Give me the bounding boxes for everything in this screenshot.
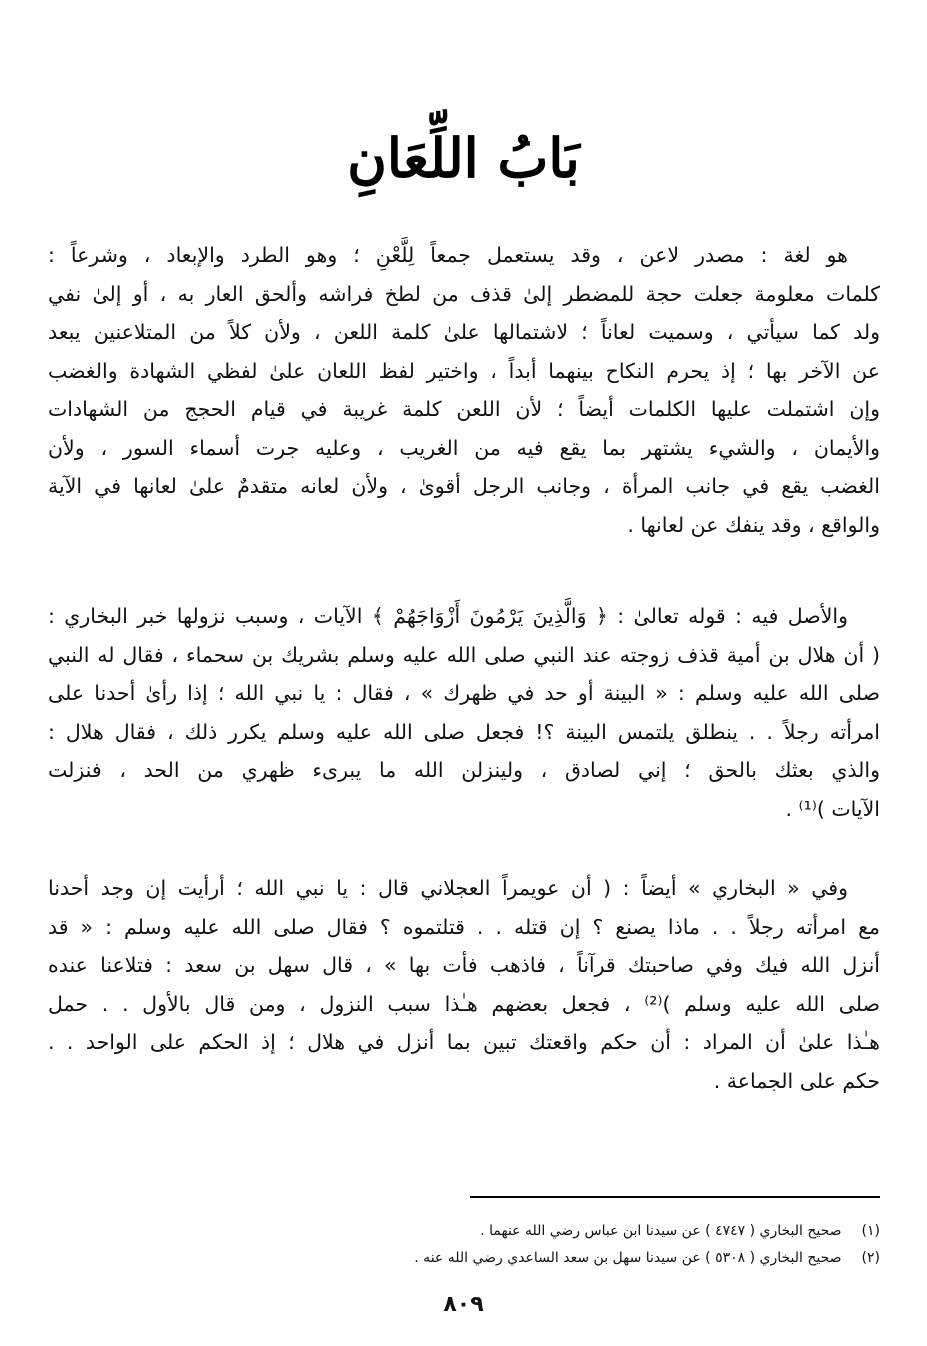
paragraph-origin <box>48 597 880 828</box>
footnote-number: (٢) <box>861 1250 880 1266</box>
text-line: والذي بعثك بالحق ؛ إني لصادق ، ولينزلن الله ما يبرىء ظهري من الحد ، فنزلت <box>48 758 880 782</box>
text-line: هـٰذا علىٰ أن المراد : أن حكم واقعتك تبين بما أنزل في هلال ؛ إذ الحكم على الواحد . . <box>48 1030 880 1054</box>
text-line: والأصل فيه : قوله تعالىٰ : ﴿ وَالَّذِينَ يَرْمُونَ أَزْوَاجَهُمْ ﴾ الآيات ، وسبب نزولها خبر البخاري : <box>48 604 848 628</box>
paragraph-bukhari <box>48 869 880 1100</box>
text-line: امرأته رجلاً . . ينطلق يلتمس البينة ؟! فجعل صلى الله عليه وسلم يكرر ذلك ، فقال هلال : <box>48 719 880 744</box>
text-line: صلى الله عليه وسلم )⁽²⁾ ، فجعل بعضهم هـٰذا سبب النزول ، ومن قال بالأول . . حمل <box>48 991 880 1016</box>
footnotes <box>300 1218 880 1272</box>
text-line: وفي « البخاري » أيضاً : ( أن عويمراً العجلاني قال : يا نبي الله ؛ أرأيت إن وجد أحدنا <box>48 876 848 900</box>
text-line: عن الآخر بها ؛ إذ يحرم النكاح بينهما أبداً ، واختير لفظ اللعان علىٰ لفظي الشهادة والغضب <box>48 358 880 383</box>
paragraph-definition <box>48 236 880 544</box>
page-number: ٨٠٩ <box>443 1292 484 1317</box>
footnote-item <box>300 1245 880 1272</box>
text-line: والأيمان ، والشيء يشتهر بما يقع فيه من الغريب ، وعليه جرت أسماء السور ، ولأن <box>48 435 880 460</box>
text-line: كلمات معلومة جعلت حجة للمضطر إلىٰ قذف من لطخ فراشه وألحق العار به ، أو إلىٰ نفي <box>48 281 880 306</box>
text-line: هو لغة : مصدر لاعن ، وقد يستعمل جمعاً لِلَّعْنِ ؛ وهو الطرد والإبعاد ، وشرعاً : <box>48 243 848 267</box>
text-line: مع امرأته رجلاً . . ماذا يصنع ؟ إن قتله . . قتلتموه ؟ فقال صلى الله عليه وسلم : « قد <box>48 914 880 939</box>
text-line: وإن اشتملت عليها الكلمات أيضاً ؛ لأن اللعن كلمة غريبة في قيام الحجج من الشهادات <box>48 397 880 421</box>
text-line: حكم على الجماعة . <box>713 1068 880 1093</box>
text-line: ( أن هلال بن أمية قذف زوجته عند النبي صلى الله عليه وسلم بشريك بن سحماء ، فقال له النبي <box>48 642 880 667</box>
text-line: أنزل الله فيك وفي صاحبتك قرآناً ، فاذهب فأت بها » ، قال سهل بن سعد : فتلاعنا عنده <box>48 953 880 977</box>
text-line: والواقع ، وقد ينفك عن لعانها . <box>627 512 880 537</box>
text-line: الغضب يقع في جانب المرأة ، وجانب الرجل أقوىٰ ، ولأن لعانه متقدمٌ علىٰ لعانها في الآية <box>48 474 880 498</box>
chapter-title: بَابُ اللِّعَانِ <box>347 126 580 190</box>
footnote-item <box>300 1218 880 1245</box>
text-line: الآيات )⁽¹⁾ . <box>785 796 880 821</box>
text-line: صلى الله عليه وسلم : « البينة أو حد في ظهرك » ، فقال : يا نبي الله ؛ إذا رأىٰ أحدنا على <box>48 681 880 705</box>
footnote-text: صحيح البخاري ( ٤٧٤٧ ) عن سيدنا ابن عباس رضي الله عنهما . <box>480 1223 842 1239</box>
footnote-number: (١) <box>861 1223 880 1239</box>
footnote-text: صحيح البخاري ( ٥٣٠٨ ) عن سيدنا سهل بن سعد الساعدي رضي الله عنه . <box>414 1250 842 1266</box>
text-line: ولد كما سيأتي ، وسميت لعاناً ؛ لاشتمالها علىٰ كلمة اللعن ، ولأن كلاً من المتلاعنين يبعد <box>48 320 880 344</box>
footnote-divider <box>470 1196 880 1198</box>
